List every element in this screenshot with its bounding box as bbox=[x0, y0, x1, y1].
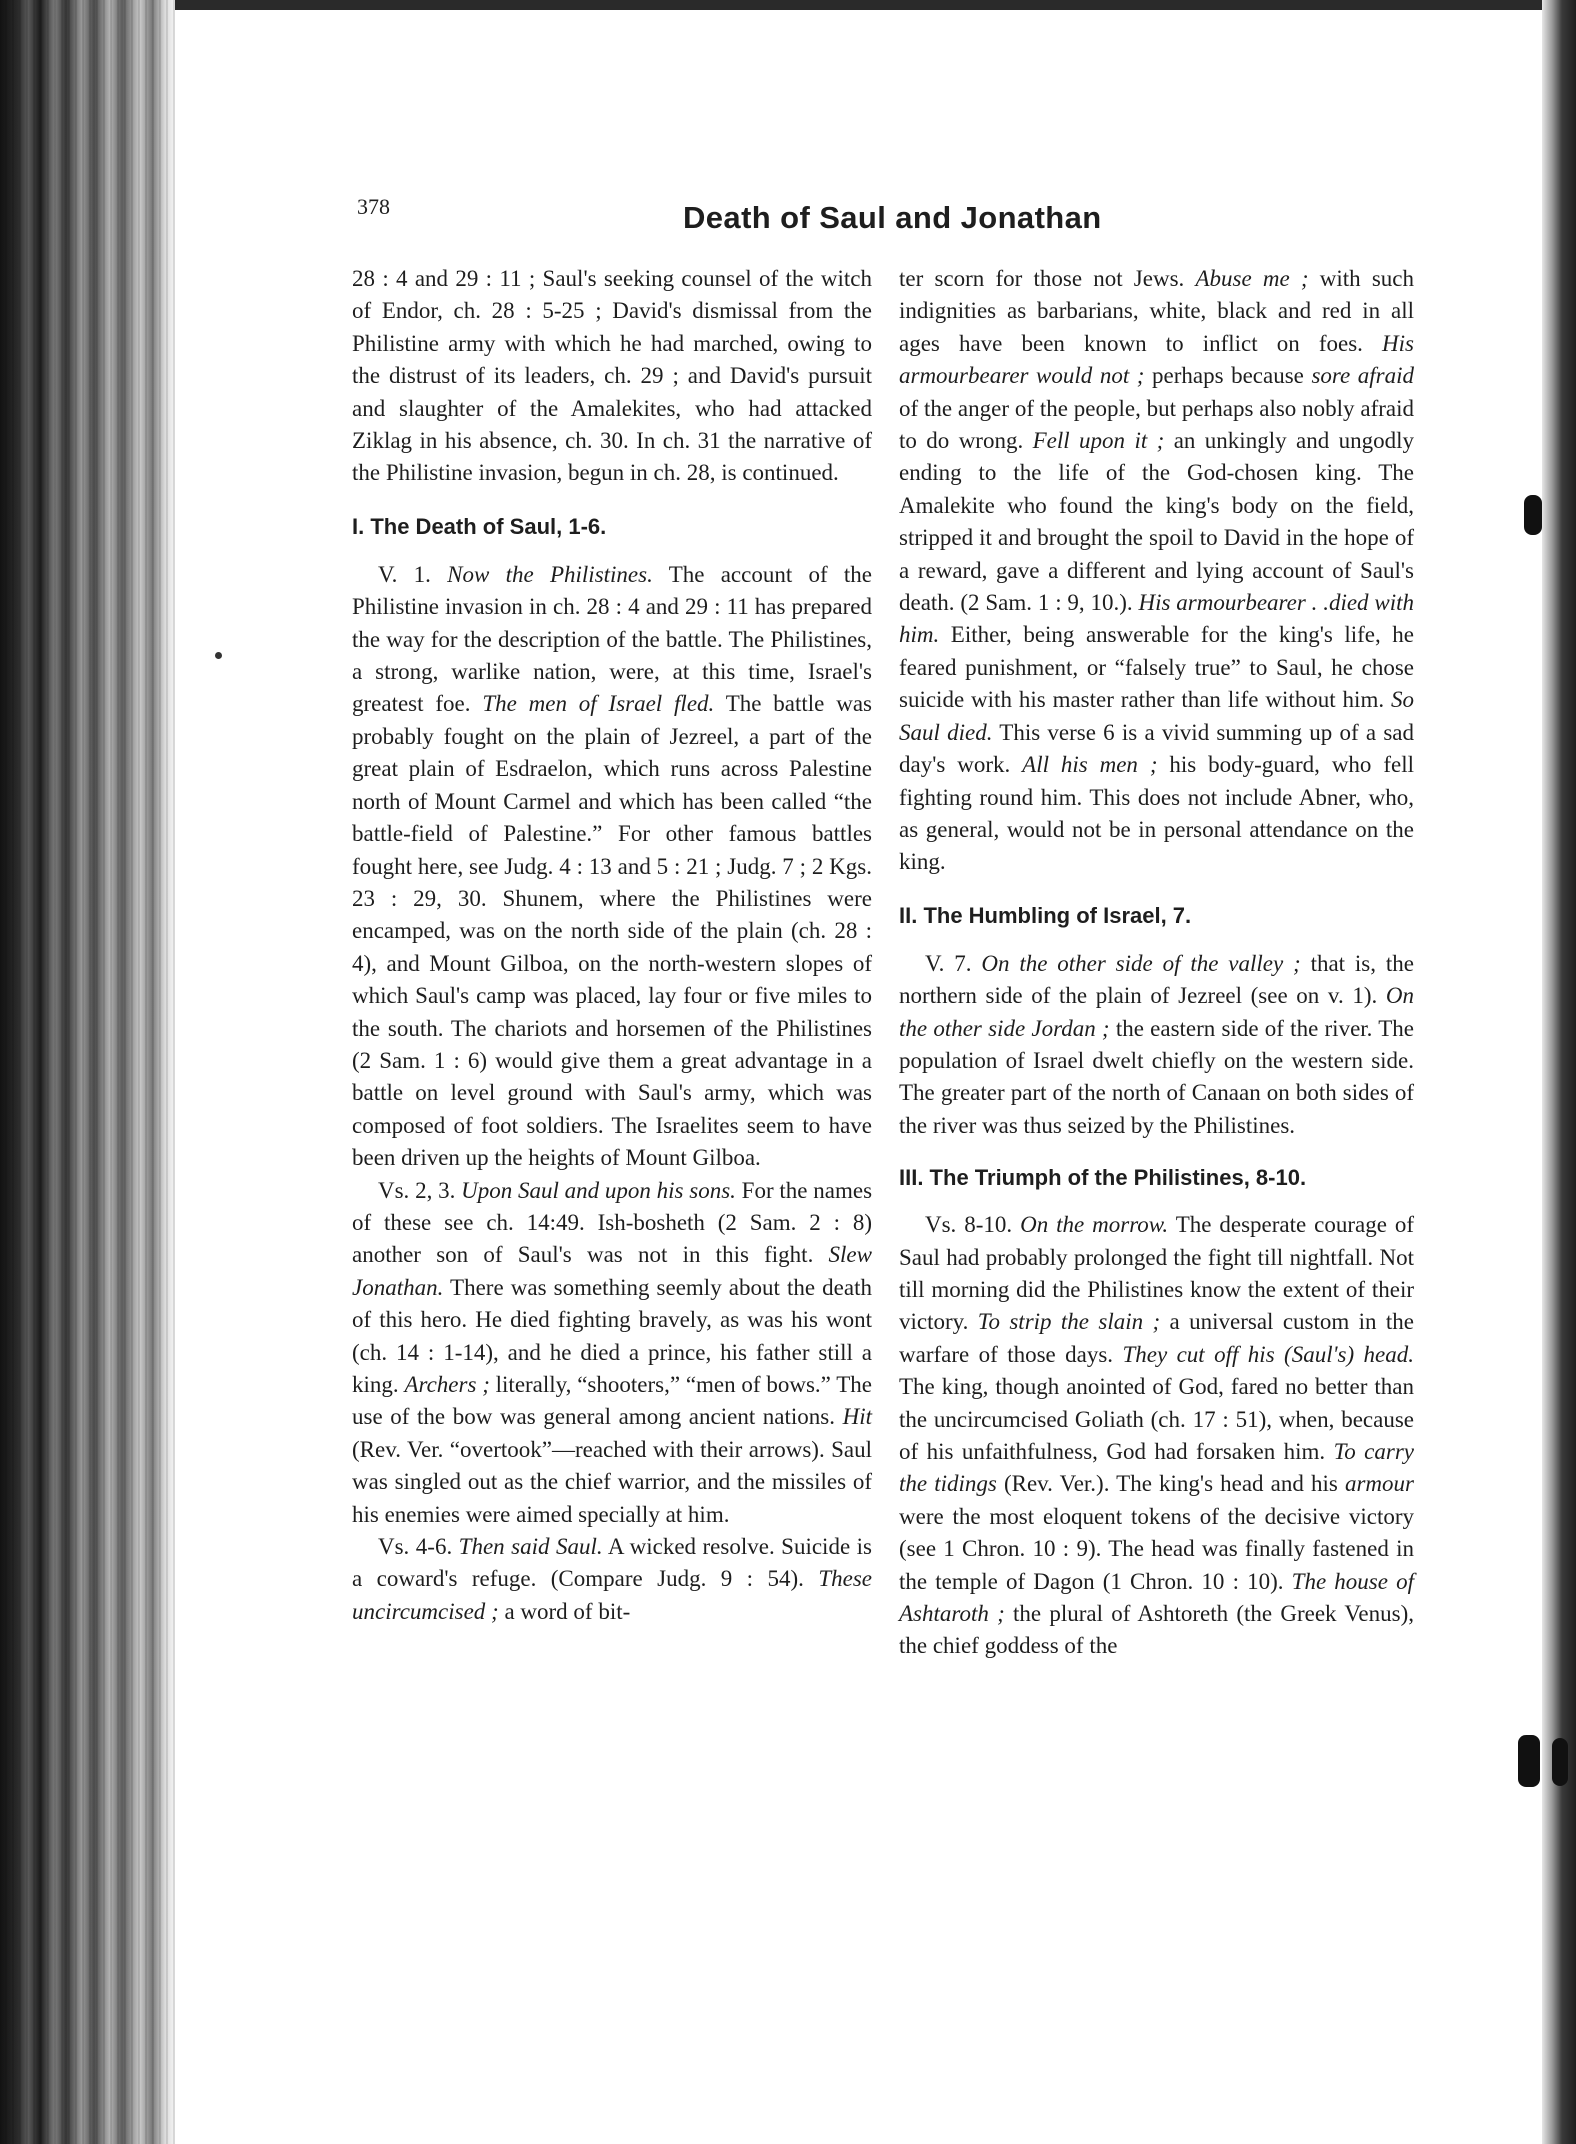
page-speck bbox=[215, 652, 222, 659]
page-number: 378 bbox=[357, 194, 390, 219]
intro-paragraph: 28 : 4 and 29 : 11 ; Saul's seeking counsel of the witch of Endor, ch. 28 : 5-25 ; David's dismissal from the Philistine army with which he had marched, owing to the distrust of its leaders, ch. 29 ; and David's pursuit and slaughter of the Amalekites, who had attacked Ziklag in his absence, ch. 30. In ch. 31 the narrative of the Philistine invasion, begun in ch. 28, is continued. bbox=[352, 266, 872, 486]
page-top-shadow bbox=[175, 0, 1545, 10]
paragraph-vs4-6: Vs. 4-6. Then said Saul. A wicked resolve. Suicide is a coward's refuge. (Compare Judg. 9 : 54). These uncircumcised ; a word of bit- bbox=[352, 1534, 872, 1624]
book-page-edges bbox=[0, 0, 175, 2144]
section-heading-1: I. The Death of Saul, 1-6. bbox=[352, 513, 607, 539]
binding-clip-icon bbox=[1552, 1738, 1568, 1786]
running-head: Death of Saul and Jonathan bbox=[683, 200, 1102, 235]
binding-clip-icon bbox=[1524, 495, 1542, 535]
left-column bbox=[352, 263, 872, 1628]
book-right-edge bbox=[1542, 0, 1576, 2144]
paragraph-vs8-10: Vs. 8-10. On the morrow. The desperate courage of Saul had probably prolonged the fight till nightfall. Not till morning did the Philistines know the extent of their victory. To strip the slain ; a universal custom in the warfare of those days. They cut off his (Saul's) head. The king, though anointed of God, fared no better than the uncircumcised Goliath (ch. 17 : 51), when, because of his unfaithfulness, God had forsaken him. To carry the tidings (Rev. Ver.). The king's head and his armour were the most eloquent tokens of the decisive victory (see 1 Chron. 10 : 9). The head was finally fastened in the temple of Dagon (1 Chron. 10 : 10). The house of Ashtaroth ; the plural of Ashtoreth (the Greek Venus), the chief goddess of the bbox=[899, 1212, 1415, 1659]
section-heading-3: III. The Triumph of the Philistines, 8-10. bbox=[899, 1165, 1307, 1191]
paragraph-vs2-3: Vs. 2, 3. Upon Saul and upon his sons. For the names of these see ch. 14:49. Ish-bosheth (2 Sam. 2 : 8) another son of Saul's was not in this fight. Slew Jonathan. There was something seemly about the death of this hero. He died fighting bravely, as was his wont (ch. 14 : 1-14), and he died a prince, his father still a king. Archers ; literally, “shooters,” “men of bows.” The use of the bow was general among ancient nations. Hit (Rev. Ver. “overtook”—reached with their arrows). Saul was singled out as the chief warrior, and the missiles of his enemies were aimed specially at him. bbox=[352, 1177, 873, 1527]
paragraph-vs4-6-continued: ter scorn for those not Jews. Abuse me ; with such indignities as barbarians, white, black and red in all ages have been known to inflict on foes. His armourbearer would not ; perhaps because sore afraid of the anger of the people, but perhaps also nobly afraid to do wrong. Fell upon it ; an unkingly and ungodly ending to the life of the God-chosen king. The Amalekite who found the king's body on the field, stripped it and brought the spoil to David in the hope of a reward, gave a different and lying account of Saul's death. (2 Sam. 1 : 9, 10.). His armourbearer . .died with him. Either, being answerable for the king's life, he feared punishment, or “falsely true” to Saul, he chose suicide with his master rather than life without him. So Saul died. This verse 6 is a vivid summing up of a sad day's work. All his men ; his body-guard, who fell fighting round him. This does not include Abner, who, as general, would not be in personal attendance on the king. bbox=[899, 266, 1415, 875]
binding-clip-icon bbox=[1518, 1735, 1540, 1787]
paragraph-v7: V. 7. On the other side of the valley ; that is, the northern side of the plain of Jezreel (see on v. 1). On the other side Jordan ; the eastern side of the river. The population of Israel dwelt chiefly on the western side. The greater part of the north of Canaan on both sides of the river was thus seized by the Philistines. bbox=[899, 950, 1414, 1138]
section-heading-2: II. The Humbling of Israel, 7. bbox=[899, 902, 1192, 928]
right-column bbox=[899, 263, 1414, 1663]
paragraph-v1: V. 1. Now the Philistines. The account of the Philistine invasion in ch. 28 : 4 and 29 : 11 has prepared the way for the description of the battle. The Philistines, a strong, warlike nation, were, at this time, Israel's greatest foe. The men of Israel fled. The battle was probably fought on the plain of Jezreel, a part of the great plain of Esdraelon, which runs across Palestine north of Mount Carmel and which has been called “the battle-field of Palestine.” For other famous battles fought here, see Judg. 4 : 13 and 5 : 21 ; Judg. 7 ; 2 Kgs. 23 : 29, 30. Shunem, where the Philistines were encamped, was on the north side of the plain (ch. 28 : 4), and Mount Gilboa, on the north-western slopes of which Saul's camp was placed, lay four or five miles to the south. The chariots and horsemen of the Philistines (2 Sam. 1 : 6) would give them a great advantage in a battle on level ground with Saul's army, which was composed of foot soldiers. The Israelites seem to have been driven up the heights of Mount Gilboa. bbox=[352, 561, 872, 1171]
